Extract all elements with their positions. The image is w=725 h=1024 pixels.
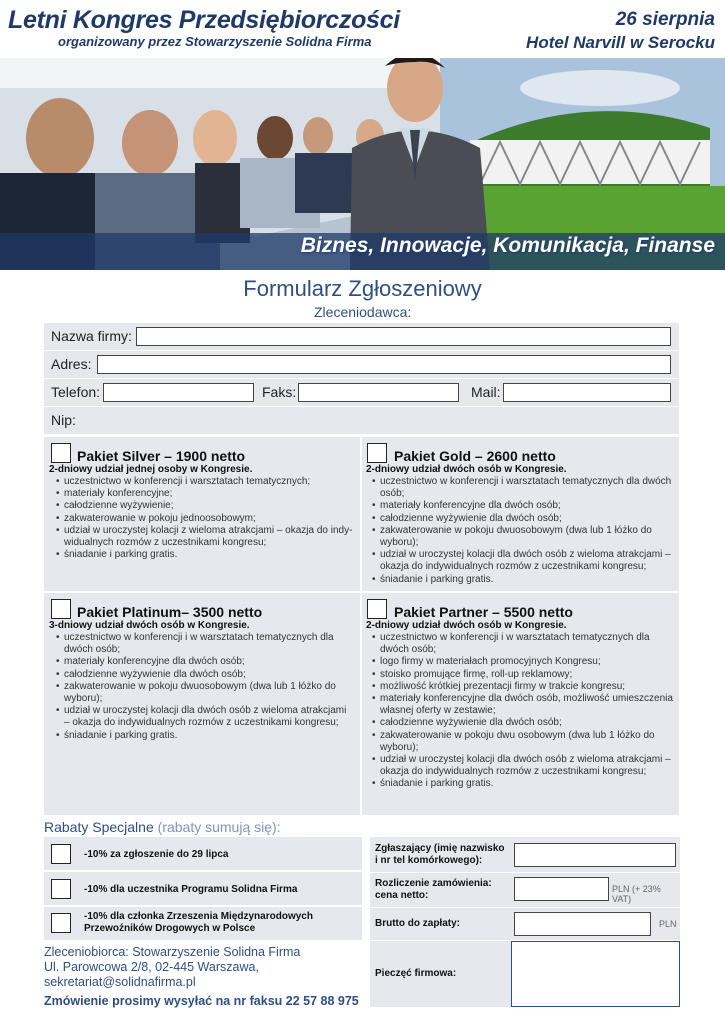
list-item: • materiały konferencyjne dla dwóch osób, możliwość umieszczenia własnej oferty w zestawie; <box>370 693 675 717</box>
discount-checkbox[interactable] <box>51 879 71 899</box>
discount-row <box>44 837 362 870</box>
list-item: • udział w uroczystej kolacji dla dwóch osób z wieloma atrakcjami – okazja do indywidualnych rozmów z uczestnikami kongresu; <box>370 754 675 778</box>
gross-row <box>370 908 680 940</box>
banner-slogan: Biznes, Innowacje, Komunikacja, Finanse <box>300 234 715 257</box>
gross-unit: PLN <box>659 919 677 929</box>
list-item: • materiały konferencyjne; <box>54 488 354 500</box>
net-price-input[interactable] <box>514 877 609 901</box>
package-silver-list <box>54 476 354 561</box>
list-item: • całodzienne wyżywienie dla dwóch osób; <box>370 513 675 525</box>
list-item: • zakwaterowanie w pokoju dwuosobowym (dwa lub 1 łóżko do wyboru); <box>370 525 675 549</box>
stamp-field[interactable] <box>511 941 680 1007</box>
applicant-label: Zgłaszający (imię nazwisko i nr tel komórkowego): <box>375 843 505 866</box>
discount-label: -10% za zgłoszenie do 29 lipca <box>84 849 229 860</box>
net-price-unit: PLN (+ 23% VAT) <box>612 884 661 904</box>
net-price-row <box>370 873 680 907</box>
list-item: • zakwaterowanie w pokoju dwuosobowym (dwa lub 1 łóżko do wyboru); <box>54 681 354 705</box>
fax-label: Faks: <box>262 384 297 400</box>
applicant-input[interactable] <box>514 843 676 867</box>
fax-input[interactable] <box>298 383 459 402</box>
discount-label: -10% dla uczestnika Programu Solidna Firma <box>84 884 298 895</box>
list-item: • zakwaterowanie w pokoju jednoosobowym; <box>54 513 354 525</box>
company-input[interactable] <box>136 327 671 346</box>
package-partner-title: Pakiet Partner – 5500 netto <box>394 604 573 620</box>
package-partner <box>362 593 679 815</box>
package-platinum-checkbox[interactable] <box>51 599 71 619</box>
phone-label: Telefon: <box>51 384 101 400</box>
list-item: • materiały konferencyjne dla dwóch osób; <box>370 500 675 512</box>
form-title: Formularz Zgłoszeniowy <box>243 276 482 301</box>
discounts-note: (rabaty sumują się): <box>157 819 281 835</box>
package-silver <box>44 437 360 591</box>
package-gold <box>362 437 679 591</box>
list-item: • śniadanie i parking gratis. <box>370 778 675 790</box>
discount-row <box>44 872 362 905</box>
phone-input[interactable] <box>103 383 254 402</box>
discount-label: -10% dla członka Zrzeszenia Międzynarodowych Przewoźników Drogowych w Polsce <box>84 911 313 934</box>
list-item: • całodzienne wyżywienie; <box>54 500 354 512</box>
package-platinum-title: Pakiet Platinum– 3500 netto <box>77 604 263 620</box>
list-item: • śniadanie i parking gratis. <box>54 549 354 561</box>
list-item: • możliwość krótkiej prezentacji firmy w trakcie kongresu; <box>370 681 675 693</box>
package-platinum-lead: 3-dniowy udział dwóch osób w Kongresie. <box>49 620 250 631</box>
fax-instruction: Zmówienie prosimy wysyłać na nr faksu 22 57 88 975 <box>44 994 359 1008</box>
package-gold-lead: 2-dniowy udział dwóch osób w Kongresie. <box>366 464 567 475</box>
address-row <box>44 351 679 378</box>
discounts-title <box>44 819 281 835</box>
package-silver-lead: 2-dniowy udział jednej osoby w Kongresie. <box>49 464 253 475</box>
applicant-row <box>370 837 680 872</box>
company-label: Nazwa firmy: <box>51 328 132 344</box>
gross-input[interactable] <box>514 912 651 936</box>
gross-label: Brutto do zapłaty: <box>375 918 460 929</box>
mail-label: Mail: <box>471 384 501 400</box>
list-item: • całodzienne wyżywienie dla dwóch osób; <box>370 717 675 729</box>
contractor-address: Ul. Parowcowa 2/8, 02-445 Warszawa, <box>44 960 259 974</box>
contractor-info <box>44 945 300 990</box>
contractor-email: sekretariat@solidnafirma.pl <box>44 975 196 989</box>
package-gold-list <box>370 476 675 586</box>
contractor-name: Zleceniobiorca: Stowarzyszenie Solidna Firma <box>44 945 301 959</box>
list-item: • zakwaterowanie w pokoju dwu osobowym (dwa lub 1 łóżko do wyboru); <box>370 730 675 754</box>
address-input[interactable] <box>97 355 671 374</box>
list-item: • uczestnictwo w konferencji i w warsztatach tematycznych dla dwóch osób; <box>54 632 354 656</box>
net-price-label: Rozliczenie zamówienia: cena netto: <box>375 878 492 901</box>
congress-subtitle: organizowany przez Stowarzyszenie Solidna Firma <box>58 34 372 49</box>
nip-row <box>44 407 679 434</box>
header <box>0 0 725 60</box>
stamp-label: Pieczęć firmowa: <box>375 968 457 979</box>
package-partner-list <box>370 632 675 791</box>
list-item: • śniadanie i parking gratis. <box>370 574 675 586</box>
client-section-title: Zleceniodawca: <box>314 304 412 320</box>
list-item: • uczestnictwo w konferencji i w warsztatach tematycznych dla dwóch osób; <box>370 632 675 656</box>
list-item: • udział w uroczystej kolacji z wieloma atrakcjami – okazja do indy-widualnych rozmów z uczestnikami kongresu; <box>54 525 354 549</box>
discount-checkbox[interactable] <box>51 913 71 933</box>
banner-photo <box>0 58 725 270</box>
list-item: • udział w uroczystej kolacji dla dwóch osób z wieloma atrakcjami – okazja do indywidualnych rozmów z uczestnikami kongresu; <box>370 549 675 573</box>
package-partner-checkbox[interactable] <box>367 599 387 619</box>
list-item: • uczestnictwo w konferencji i warsztatach tematycznych; <box>54 476 354 488</box>
list-item: • materiały konferencyjne dla dwóch osób; <box>54 656 354 668</box>
list-item: • stoisko promujące firmę, roll-up reklamowy; <box>370 669 675 681</box>
list-item: • udział w uroczystej kolacji dla dwóch osób z wieloma atrakcjami – okazja do indywidualnych rozmów z uczestnikami kongresu; <box>54 705 354 729</box>
event-venue: Hotel Narvill w Serocku <box>526 33 715 52</box>
discount-checkbox[interactable] <box>51 844 71 864</box>
discount-row <box>44 907 362 940</box>
list-item: • uczestnictwo w konferencji i warsztatach tematycznych dla dwóch osób; <box>370 476 675 500</box>
package-silver-title: Pakiet Silver – 1900 netto <box>77 448 246 464</box>
address-label: Adres: <box>51 356 92 372</box>
list-item: • śniadanie i parking gratis. <box>54 730 354 742</box>
congress-title: Letni Kongres Przedsiębiorczości <box>8 6 400 34</box>
package-platinum-list <box>54 632 354 742</box>
event-date: 26 sierpnia <box>615 9 715 30</box>
company-row <box>44 323 679 350</box>
package-gold-title: Pakiet Gold – 2600 netto <box>394 448 556 464</box>
package-partner-lead: 2-dniowy udział dwóch osób w Kongresie. <box>366 620 567 631</box>
contact-row <box>44 379 679 406</box>
stamp-row <box>370 941 680 1007</box>
package-platinum <box>44 593 360 815</box>
list-item: • logo firmy w materiałach promocyjnych Kongresu; <box>370 656 675 668</box>
discounts-heading: Rabaty Specjalne <box>44 819 154 835</box>
package-silver-checkbox[interactable] <box>51 443 71 463</box>
nip-label: Nip: <box>51 412 76 428</box>
package-gold-checkbox[interactable] <box>367 443 387 463</box>
list-item: • całodzienne wyżywienie dla dwóch osób; <box>54 669 354 681</box>
mail-input[interactable] <box>503 383 671 402</box>
